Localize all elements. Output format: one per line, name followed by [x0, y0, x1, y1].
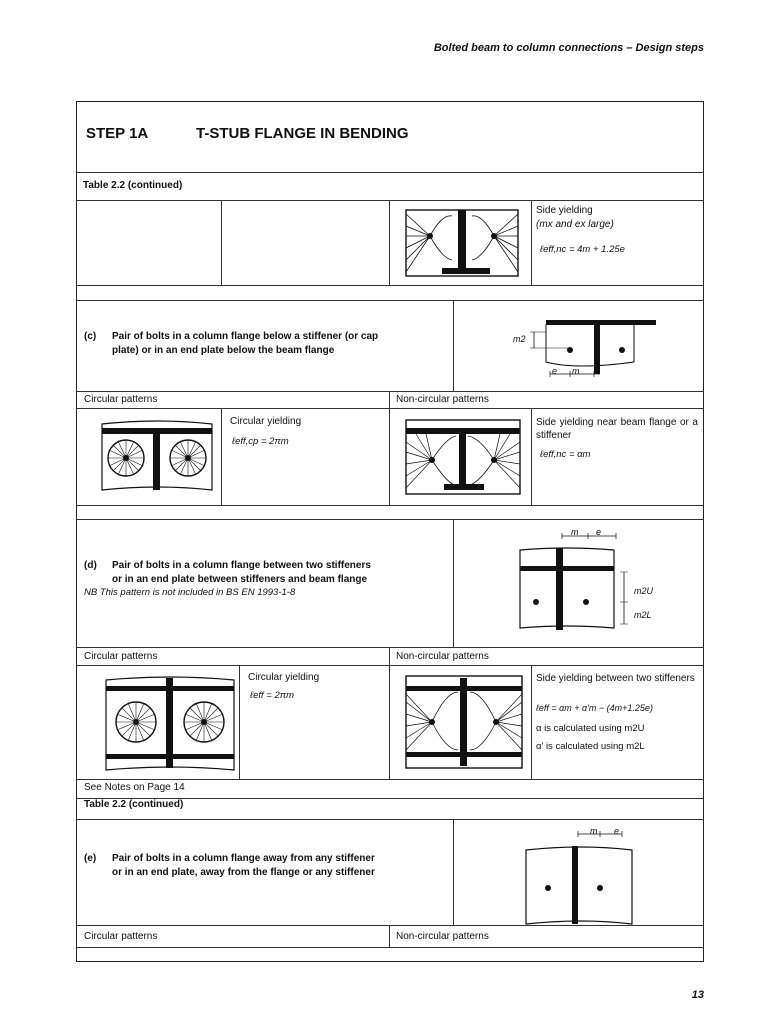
yield-circle	[184, 702, 224, 742]
divider	[453, 819, 454, 925]
c-circular-figure	[98, 418, 216, 494]
d-noncircular-header: Non-circular patterns	[396, 651, 489, 662]
d-noncircular-text: Side yielding between two stiffeners	[536, 673, 695, 684]
case-d-text	[112, 559, 452, 587]
divider	[77, 300, 703, 301]
d-alpha-prime-note: α' is calculated using m2L	[536, 741, 645, 752]
e-circular-header: Circular patterns	[84, 931, 158, 942]
case-c-line2: plate) or in an end plate below the beam flange	[112, 345, 335, 356]
case-e-label: (e)	[84, 853, 97, 864]
table-caption-2: Table 2.2 (continued)	[84, 799, 184, 810]
case-e-figure	[522, 826, 642, 926]
side-yielding-formula: ℓeff,nc = 4m + 1.25e	[540, 244, 625, 255]
divider	[389, 391, 390, 505]
notes-reference[interactable]: See Notes on Page 14	[84, 782, 185, 793]
case-e-line1: Pair of bolts in a column flange away from any stiffener	[112, 853, 375, 864]
c-noncircular-formula: ℓeff,nc = αm	[540, 449, 591, 460]
yield-circle	[108, 440, 144, 476]
c-noncircular-header: Non-circular patterns	[396, 394, 489, 405]
case-d-note: NB This pattern is not included in BS EN 1993-1-8	[84, 587, 296, 598]
step-number: STEP 1A	[86, 125, 149, 142]
table-caption: Table 2.2 (continued)	[83, 180, 183, 191]
running-header: Bolted beam to column connections – Design steps	[433, 42, 704, 54]
e-noncircular-header: Non-circular patterns	[396, 931, 489, 942]
d-noncircular-formula: ℓeff = αm + α'm − (4m+1.25e)	[536, 703, 653, 713]
divider	[531, 200, 532, 285]
case-d-m-label: m	[571, 527, 579, 537]
d-circular-title: Circular yielding	[248, 672, 320, 683]
c-circular-formula: ℓeff,cp = 2πm	[232, 436, 289, 447]
side-yielding-figure	[402, 206, 522, 282]
case-d-e-label: e	[596, 527, 602, 537]
case-c-m-label: m	[572, 366, 580, 376]
case-c-text	[112, 330, 452, 358]
divider	[77, 285, 703, 286]
divider	[531, 408, 532, 505]
case-d-m2u-label: m2U	[634, 586, 654, 596]
yield-circle	[170, 440, 206, 476]
d-circular-header: Circular patterns	[84, 651, 158, 662]
case-c-m2-label: m2	[513, 334, 526, 344]
divider	[453, 519, 454, 647]
divider	[77, 647, 703, 648]
side-yielding-condition: (mx and ex large)	[536, 219, 614, 230]
divider	[77, 391, 703, 392]
c-circular-title: Circular yielding	[230, 416, 302, 427]
case-e-line2: or in an end plate, away from the flange or any stiffener	[112, 867, 375, 878]
divider	[389, 647, 390, 779]
divider	[221, 200, 222, 285]
case-d-m2l-label: m2L	[634, 610, 652, 620]
d-circular-formula: ℓeff = 2πm	[250, 690, 295, 701]
case-c-label: (c)	[84, 331, 97, 342]
divider	[77, 172, 703, 173]
c-noncircular-figure	[402, 416, 524, 498]
case-d-label: (d)	[84, 560, 97, 571]
case-c-figure	[516, 310, 656, 380]
divider	[77, 408, 703, 409]
case-e-e-label: e	[614, 826, 620, 836]
divider	[531, 665, 532, 779]
divider	[77, 819, 703, 820]
divider	[77, 665, 703, 666]
step-title: T-STUB FLANGE IN BENDING	[196, 125, 409, 142]
case-d-figure	[506, 528, 686, 638]
d-alpha-note: α is calculated using m2U	[536, 723, 645, 734]
page-number: 13	[691, 989, 704, 1001]
divider	[389, 925, 390, 947]
c-noncircular-text: Side yielding near beam flange or a stiffener	[536, 417, 698, 441]
side-yielding-title: Side yielding	[536, 205, 593, 216]
case-d-line2: or in an end plate between stiffeners and beam flange	[112, 574, 368, 585]
case-e-text	[112, 852, 452, 880]
case-c-line1: Pair of bolts in a column flange below a stiffener (or cap	[112, 331, 379, 342]
divider	[221, 408, 222, 505]
d-circular-figure	[100, 674, 240, 774]
divider	[453, 300, 454, 391]
divider	[389, 200, 390, 285]
divider	[77, 947, 703, 948]
divider	[77, 779, 703, 780]
case-d-line1: Pair of bolts in a column flange between two stiffeners	[112, 560, 371, 571]
c-circular-header: Circular patterns	[84, 394, 158, 405]
divider	[77, 200, 703, 201]
yield-circle	[116, 702, 156, 742]
case-c-e-label: e	[552, 366, 558, 376]
divider	[77, 505, 703, 506]
divider	[77, 519, 703, 520]
case-e-m-label: m	[590, 826, 598, 836]
d-noncircular-figure	[402, 672, 526, 772]
